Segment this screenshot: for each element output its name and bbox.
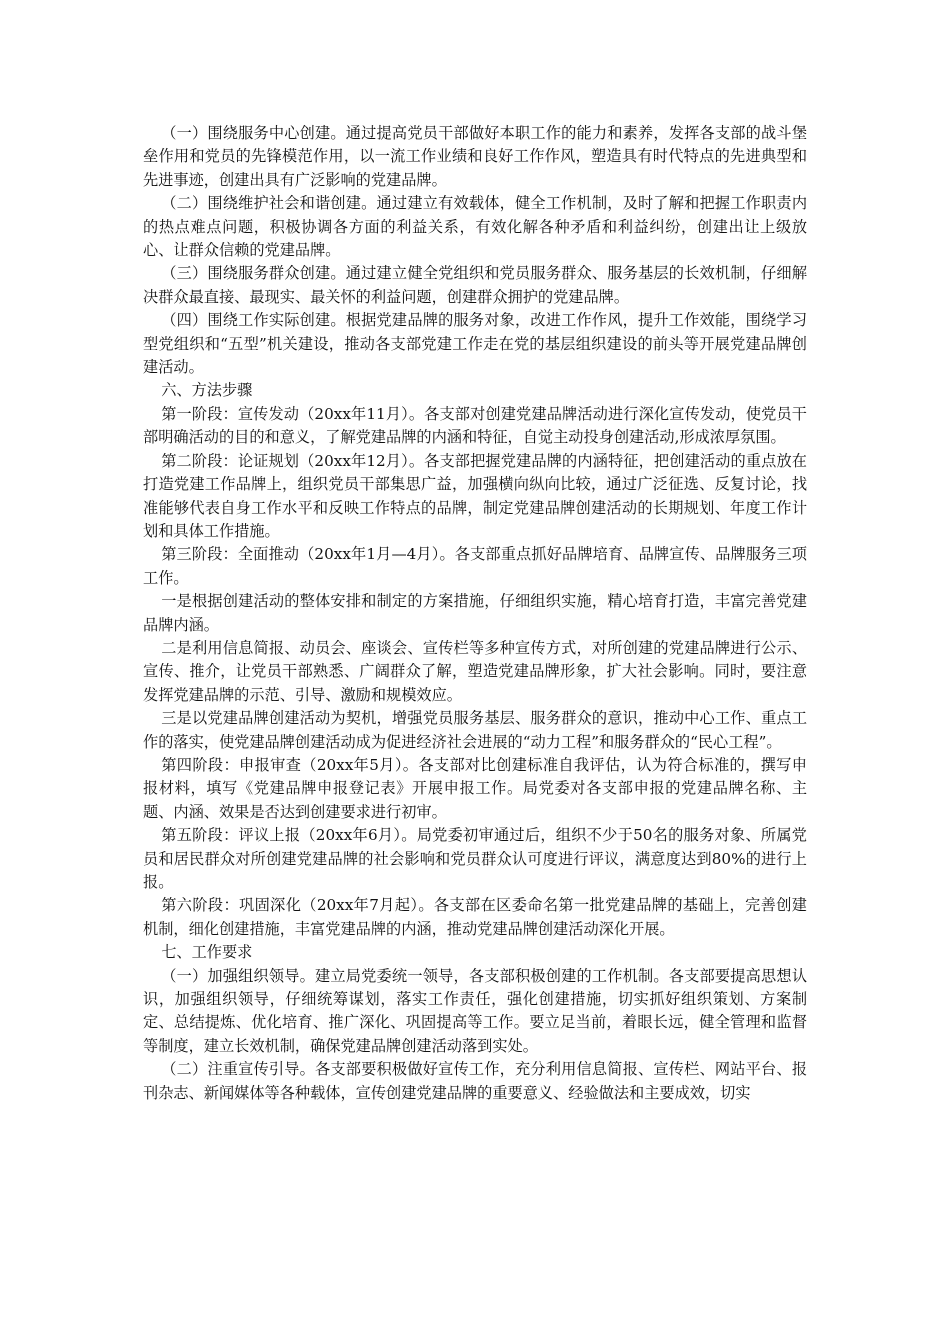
document-body (143, 122, 807, 1105)
paragraph-4: （四）围绕工作实际创建。根据党建品牌的服务对象，改进工作作风，提升工作效能，围绕学习型党组织和“五型”机关建设，推动各支部党建工作走在党的基层组织建设的前头等开展党建品牌创建活动。 (143, 311, 807, 377)
section-heading-6: 六、方法步骤 (161, 381, 253, 400)
paragraph-stage-3-item-2: 二是利用信息简报、动员会、座谈会、宣传栏等多种宣传方式，对所创建的党建品牌进行公示、宣传、推介，让党员干部熟悉、广阔群众了解，塑造党建品牌形象，扩大社会影响。同时，要注意发挥党建品牌的示范、引导、激励和规模效应。 (143, 638, 807, 704)
paragraph-requirement-1: （一）加强组织领导。建立局党委统一领导，各支部积极创建的工作机制。各支部要提高思想认识，加强组织领导，仔细统筹谋划，落实工作责任，强化创建措施，切实抓好组织策划、方案制定、总结提炼、优化培育、推广深化、巩固提高等工作。要立足当前，着眼长远，健全管理和监督等制度，建立长效机制，确保党建品牌创建活动落到实处。 (143, 966, 807, 1055)
paragraph-stage-2: 第二阶段：论证规划（20xx年12月）。各支部把握党建品牌的内涵特征，把创建活动的重点放在打造党建工作品牌上，组织党员干部集思广益，加强横向纵向比较，通过广泛征选、反复讨论，找准能够代表自身工作水平和反映工作特点的品牌，制定党建品牌创建活动的长期规划、年度工作计划和具体工作措施。 (143, 451, 807, 540)
paragraph-stage-5: 第五阶段：评议上报（20xx年6月）。局党委初审通过后，组织不少于50名的服务对象、所属党员和居民群众对所创建党建品牌的社会影响和党员群众认可度进行评议，满意度达到80%的进行上报。 (143, 826, 807, 891)
paragraph-3: （三）围绕服务群众创建。通过建立健全党组织和党员服务群众、服务基层的长效机制，仔细解决群众最直接、最现实、最关怀的利益问题，创建群众拥护的党建品牌。 (143, 264, 807, 306)
paragraph-stage-3: 第三阶段：全面推动（20xx年1月—4月）。各支部重点抓好品牌培育、品牌宣传、品牌服务三项工作。 (143, 545, 807, 587)
paragraph-stage-3-item-1: 一是根据创建活动的整体安排和制定的方案措施，仔细组织实施，精心培育打造，丰富完善党建品牌内涵。 (143, 592, 807, 634)
paragraph-stage-1: 第一阶段：宣传发动（20xx年11月）。各支部对创建党建品牌活动进行深化宣传发动，使党员干部明确活动的目的和意义，了解党建品牌的内涵和特征，自觉主动投身创建活动,形成浓厚氛围。 (143, 404, 807, 447)
paragraph-stage-3-item-3: 三是以党建品牌创建活动为契机，增强党员服务基层、服务群众的意识，推动中心工作、重点工作的落实，使党建品牌创建活动成为促进经济社会进展的“动力工程”和服务群众的“民心工程”。 (143, 709, 807, 751)
section-heading-7: 七、工作要求 (161, 943, 253, 962)
paragraph-requirement-2: （二）注重宣传引导。各支部要积极做好宣传工作，充分利用信息简报、宣传栏、网站平台、报刊杂志、新闻媒体等各种载体，宣传创建党建品牌的重要意义、经验做法和主要成效，切实 (143, 1060, 807, 1102)
paragraph-stage-6: 第六阶段：巩固深化（20xx年7月起）。各支部在区委命名第一批党建品牌的基础上，完善创建机制，细化创建措施，丰富党建品牌的内涵，推动党建品牌创建活动深化开展。 (143, 896, 807, 938)
paragraph-2: （二）围绕维护社会和谐创建。通过建立有效载体，健全工作机制，及时了解和把握工作职责内的热点难点问题，积极协调各方面的利益关系，有效化解各种矛盾和利益纠纷，创建出让上级放心、让群众信赖的党建品牌。 (143, 194, 807, 260)
paragraph-stage-4: 第四阶段：申报审查（20xx年5月）。各支部对比创建标准自我评估，认为符合标准的，撰写申报材料，填写《党建品牌申报登记表》开展申报工作。局党委对各支部申报的党建品牌名称、主题、内涵、效果是否达到创建要求进行初审。 (143, 755, 807, 821)
paragraph-1: （一）围绕服务中心创建。通过提高党员干部做好本职工作的能力和素养，发挥各支部的战斗堡垒作用和党员的先锋模范作用，以一流工作业绩和良好工作作风，塑造具有时代特点的先进典型和先进事迹，创建出具有广泛影响的党建品牌。 (143, 124, 807, 189)
